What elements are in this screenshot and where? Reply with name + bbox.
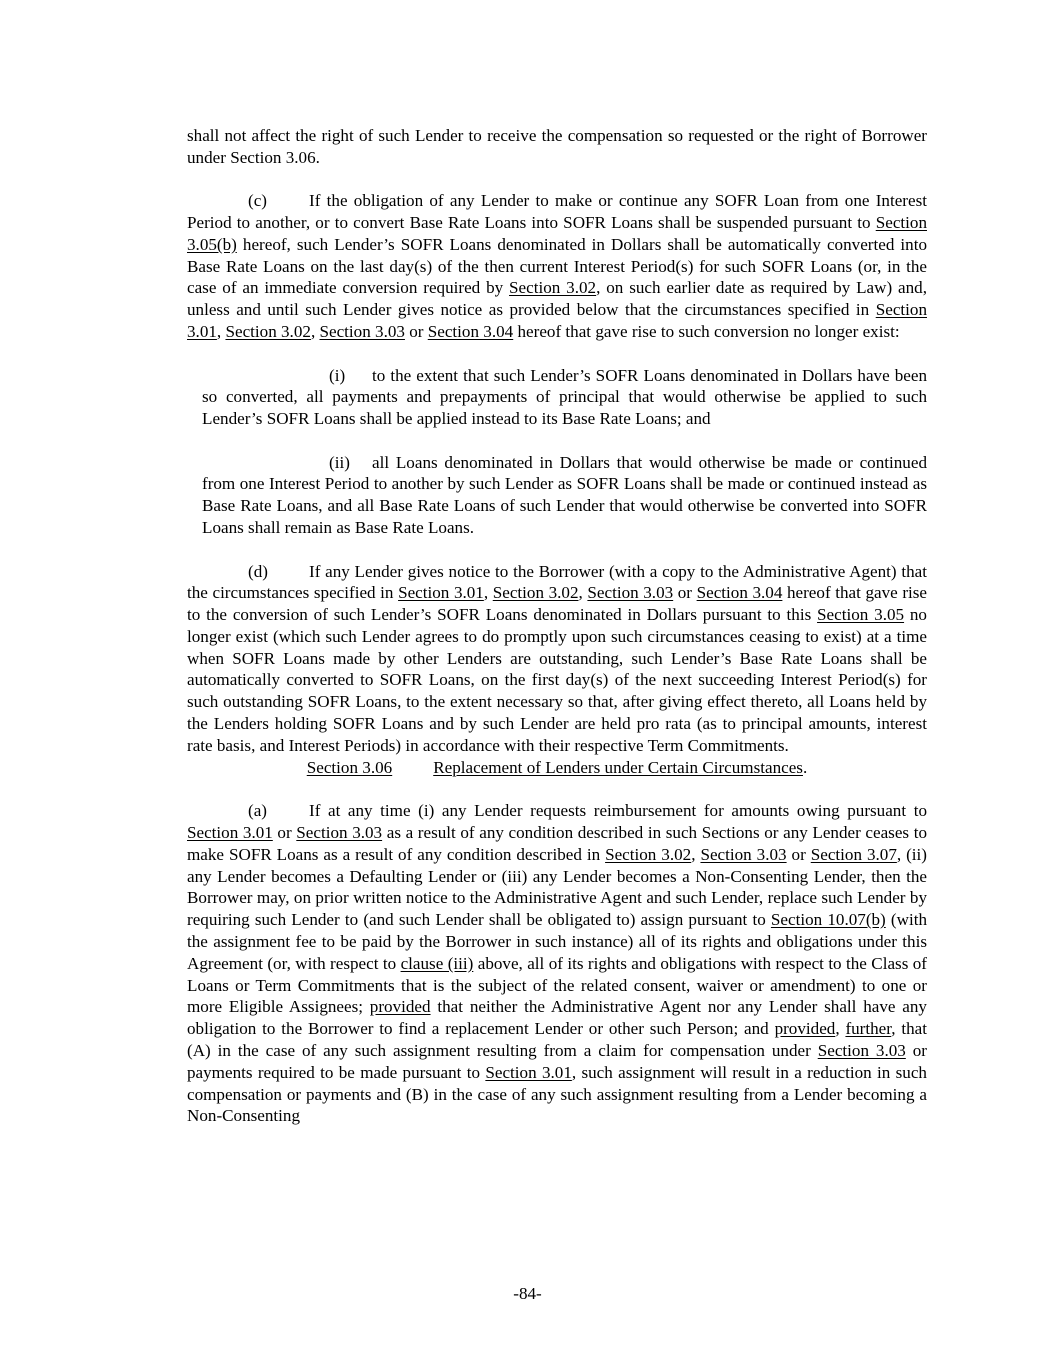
paragraph-a	[187, 800, 927, 1127]
cross-reference: Section 3.07	[810, 844, 897, 864]
paragraph-label: (c)	[248, 191, 267, 211]
cross-reference: further	[845, 1019, 892, 1039]
text-run: , that (A) in the case of any such assignment resulting from a claim for compensation under	[187, 1019, 927, 1060]
text-run: hereof that gave rise to the conversion of such Lender’s SOFR Loans denominated in Dollars pursuant to this	[187, 583, 927, 625]
section-heading	[187, 757, 927, 779]
text-run: to the extent that such Lender’s SOFR Loans denominated in Dollars have been so converted, all payments and prepayments of principal that would otherwise be applied to such Lender’s SOFR Loans shall be applied instead to its Base Rate Loans; and	[202, 365, 927, 429]
paragraph-d	[187, 561, 927, 757]
text-run: no longer exist (which such Lender agrees to do promptly upon such circumstances ceasing to exist) at a time when SOFR Loans made by other Lenders are outstanding, such Lender’s Base Rate Loans shall be automatically converted to SOFR Loans, on the first day(s) of the next succeeding Interest Period(s) for such outstanding SOFR Loans, to the extent necessary so that, after giving effect thereto, all Loans held by the Lenders holding SOFR Loans and by such Lender are held pro rata (as to principal amounts, interest rate basis, and Interest Periods) in accordance with their respective Term Commitments.	[187, 605, 927, 755]
cross-reference: Section 3.03	[817, 1040, 906, 1060]
cross-reference: provided	[774, 1019, 836, 1039]
page-number: -84-	[513, 1284, 542, 1303]
section-title: Replacement of Lenders under Certain Circumstances	[433, 757, 803, 777]
cross-reference: Section 3.03	[700, 844, 787, 864]
cross-reference: Section 3.02	[509, 278, 597, 298]
text-run: hereof, such Lender’s SOFR Loans denominated in Dollars shall be automatically converted into Base Rate Loans on the last day(s) of the then current Interest Period(s) for such SOFR Loans (or, in the case of an immediate conversion required by	[187, 234, 927, 298]
text-run: ,	[216, 322, 226, 342]
paragraph-c-i	[202, 365, 927, 430]
cross-reference: Section 3.03	[296, 822, 383, 842]
text-run: (with the assignment fee to be paid by the Borrower in such instance) all of its rights and obligations under this Agreement (or, with respect to	[187, 910, 927, 973]
cross-reference: Section 3.05	[817, 605, 905, 625]
text-run: that neither the Administrative Agent nor any Lender shall have any obligation to the Borrower to find a replacement Lender or other such Person; and	[187, 997, 927, 1039]
text-run: or payments required to be made pursuant to	[187, 1040, 927, 1082]
cross-reference: provided	[369, 997, 431, 1017]
paragraph-continuation	[187, 125, 927, 169]
text-run: , such assignment will result in a reduction in such compensation or payments and (B) in the case of any such assignment resulting from a Lender becoming a Non-Consenting	[187, 1062, 927, 1126]
cross-reference: Section 3.01	[187, 822, 273, 842]
text-run: ,	[483, 583, 493, 603]
text-run: shall not affect the right of such Lender to receive the compensation so requested or the right of Borrower under Section 3.06.	[187, 126, 927, 167]
paragraph-label: (d)	[248, 561, 268, 581]
cross-reference: Section 3.02	[492, 583, 579, 603]
paragraph-c	[187, 190, 927, 343]
cross-reference: Section 3.01	[485, 1062, 572, 1082]
cross-reference: Section 3.03	[319, 322, 405, 342]
paragraph-c-ii	[202, 452, 927, 539]
text-run: ,	[578, 583, 588, 603]
section-number: Section 3.06	[306, 757, 393, 777]
cross-reference: Section 3.02	[605, 844, 692, 864]
paragraph-label: (ii)	[329, 452, 350, 472]
cross-reference: Section 3.04	[427, 322, 514, 342]
paragraphs-after-heading	[187, 800, 927, 1127]
text-run: or	[404, 322, 428, 342]
text-run: If the obligation of any Lender to make or continue any SOFR Loan from one Interest Period to another, or to convert Base Rate Loans into SOFR Loans shall be suspended pursuant to	[187, 191, 927, 233]
text-run: ,	[835, 1019, 846, 1039]
text-run: ,	[310, 322, 320, 342]
cross-reference: clause (iii)	[400, 953, 474, 973]
cross-reference: Section 3.05(b)	[187, 213, 927, 254]
text-run: as a result of any condition described in such Sections or any Lender ceases to make SOFR Loans as a result of any condition described in	[187, 822, 927, 864]
cross-reference: Section 3.04	[696, 583, 783, 603]
paragraphs-before-heading	[187, 125, 927, 757]
text-run: If any Lender gives notice to the Borrower (with a copy to the Administrative Agent) that the circumstances specified in	[187, 561, 927, 603]
text-run: above, all of its rights and obligations with respect to the Class of Loans or Term Commitments that is the subject of the related consent, waiver or amendment) to one or more Eligible Assignees;	[187, 953, 927, 1017]
section-title-period: .	[802, 757, 808, 777]
text-run: all Loans denominated in Dollars that would otherwise be made or continued from one Interest Period to another by such Lender as SOFR Loans shall be made or continued instead as Base Rate Loans, and all Base Rate Loans of such Lender that would otherwise be converted into SOFR Loans shall remain as Base Rate Loans.	[202, 452, 927, 538]
text-run: , on such earlier date as required by Law) and, unless and until such Lender gives notice as provided below that the circumstances specified in	[187, 278, 927, 320]
cross-reference: Section 3.02	[225, 322, 311, 342]
text-run: hereof that gave rise to such conversion no longer exist:	[513, 322, 900, 342]
cross-reference: Section 3.03	[587, 583, 674, 603]
paragraph-label: (a)	[248, 801, 267, 821]
text-run: , (ii) any Lender becomes a Defaulting Lender or (iii) any Lender becomes a Non-Consenting Lender, then the Borrower may, on prior written notice to the Administrative Agent and such Lender, replace such Lender by requiring such Lender to (and such Lender shall be obligated to) assign pursuant to	[187, 844, 927, 930]
text-run: or	[272, 822, 297, 842]
cross-reference: Section 3.01	[187, 300, 927, 342]
cross-reference: Section 10.07(b)	[770, 910, 886, 930]
cross-reference: Section 3.01	[398, 583, 484, 603]
text-run: ,	[691, 844, 701, 864]
document-body	[187, 125, 927, 1127]
text-run: If at any time (i) any Lender requests reimbursement for amounts owing pursuant to	[309, 801, 927, 821]
text-run: or	[786, 844, 811, 864]
text-run: or	[673, 583, 697, 603]
paragraph-label: (i)	[329, 365, 346, 385]
